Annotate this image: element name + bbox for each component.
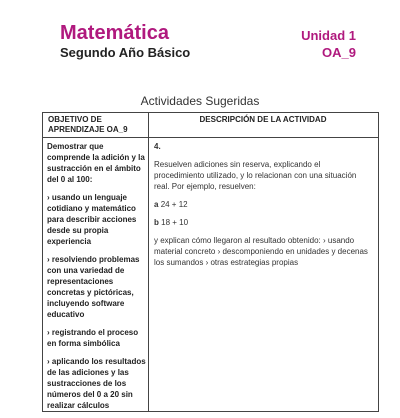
unit-label: Unidad 1 xyxy=(301,28,356,43)
objective-item: › usando un lenguaje cotidiano y matemático para describir acciones desde su propia experiencia xyxy=(47,193,137,246)
header-divider xyxy=(43,137,378,138)
objective-intro: Demostrar que comprende la adición y la sustracción en el ámbito del 0 al 100: xyxy=(47,142,145,184)
example-a-expression: 24 + 12 xyxy=(160,200,188,209)
example-b-label: b xyxy=(154,218,159,227)
objective-item: › aplicando los resultados de las adiciones y las sustracciones de los números del 0 a 20 sin realizar cálculos xyxy=(47,357,146,410)
section-title: Actividades Sugeridas xyxy=(140,94,260,108)
activity-table xyxy=(42,112,379,412)
example-a-label: a xyxy=(154,200,159,209)
example-b xyxy=(154,217,372,228)
objective-item: › registrando el proceso en forma simbólica xyxy=(47,328,139,348)
subject-title: Matemática xyxy=(60,22,169,44)
column-divider xyxy=(148,113,149,411)
example-b-expression: 18 + 10 xyxy=(161,218,189,227)
objective-code: OA_9 xyxy=(322,45,356,60)
objective-column-header: OBJETIVO DE APRENDIZAJE OA_9 xyxy=(48,115,128,134)
description-column-header: DESCRIPCIÓN DE LA ACTIVIDAD xyxy=(199,115,327,124)
objective-cell xyxy=(47,141,146,418)
activity-explanation: y explican cómo llegaron al resultado obtenido: › usando material concreto › descomponiendo en unidades y decenas los sumandos › otras estrategias propias xyxy=(154,236,368,267)
activity-description: Resuelven adiciones sin reserva, explicando el procedimiento utilizado, y lo relacionan con una situación real. Por ejemplo, resuelven: xyxy=(154,160,357,191)
activity-cell xyxy=(154,141,372,275)
example-a xyxy=(154,199,372,210)
grade-subtitle: Segundo Año Básico xyxy=(60,45,191,60)
objective-item: › resolviendo problemas con una variedad de representaciones concretas y pictóricas, incluyendo software educativo xyxy=(47,255,140,319)
activity-number: 4. xyxy=(154,142,161,151)
